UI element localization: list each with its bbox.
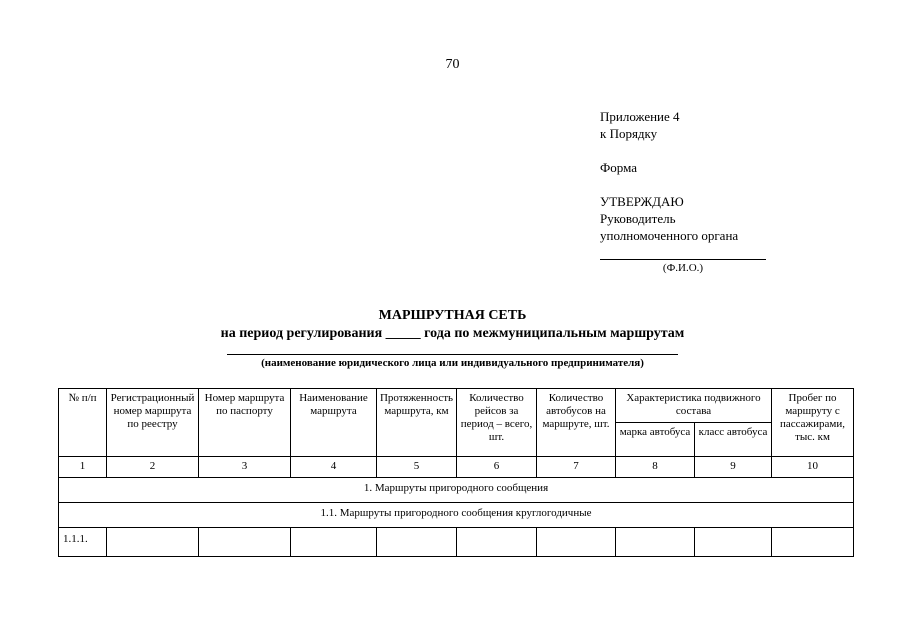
empty-cell[interactable] xyxy=(616,528,695,557)
header-bus-class: класс автобуса xyxy=(695,423,772,457)
header-bus-make: марка автобуса xyxy=(616,423,695,457)
empty-cell[interactable] xyxy=(695,528,772,557)
row-number: 1.1.1. xyxy=(59,528,107,557)
order-reference: к Порядку xyxy=(600,126,658,141)
header-buses: Количество автобусов на маршруте, шт. xyxy=(537,389,616,457)
column-number: 7 xyxy=(537,457,616,478)
column-number: 5 xyxy=(377,457,457,478)
header-route-name: Наименование маршрута xyxy=(291,389,377,457)
page-number: 70 xyxy=(445,57,460,72)
empty-cell[interactable] xyxy=(537,528,616,557)
appendix-label: Приложение 4 xyxy=(600,109,680,124)
signature-line xyxy=(600,259,766,260)
form-label: Форма xyxy=(600,160,637,175)
empty-cell[interactable] xyxy=(772,528,854,557)
table-header-row xyxy=(59,389,854,423)
approval-block xyxy=(600,108,800,244)
column-number: 2 xyxy=(107,457,199,478)
subsection-row xyxy=(59,503,854,528)
section-suburban-yearround: 1.1. Маршруты пригородного сообщения круглогодичные xyxy=(59,503,854,528)
header-trips: Количество рейсов за период – всего, шт. xyxy=(457,389,537,457)
head-label: Руководитель xyxy=(600,211,676,226)
column-number: 9 xyxy=(695,457,772,478)
column-number: 10 xyxy=(772,457,854,478)
empty-cell[interactable] xyxy=(457,528,537,557)
empty-cell[interactable] xyxy=(199,528,291,557)
empty-cell[interactable] xyxy=(291,528,377,557)
section-row xyxy=(59,478,854,503)
header-length: Протяженность маршрута, км xyxy=(377,389,457,457)
table-row xyxy=(59,528,854,557)
empty-cell[interactable] xyxy=(107,528,199,557)
header-route-number: Номер маршрута по паспорту xyxy=(199,389,291,457)
section-suburban: 1. Маршруты пригородного сообщения xyxy=(59,478,854,503)
signature-caption: (Ф.И.О.) xyxy=(662,262,704,274)
approve-label: УТВЕРЖДАЮ xyxy=(600,194,684,209)
column-number: 1 xyxy=(59,457,107,478)
column-number: 4 xyxy=(291,457,377,478)
header-rolling-stock: Характеристика подвижного состава xyxy=(616,389,772,423)
column-number-row xyxy=(59,457,854,478)
document-subtitle: на период регулирования _____ года по межмуниципальным маршрутам xyxy=(220,326,685,341)
header-num: № п/п xyxy=(59,389,107,457)
column-number: 3 xyxy=(199,457,291,478)
organization-caption: (наименование юридического лица или индивидуального предпринимателя) xyxy=(261,357,644,369)
authority-label: уполномоченного органа xyxy=(600,228,739,243)
column-number: 6 xyxy=(457,457,537,478)
column-number: 8 xyxy=(616,457,695,478)
organization-line xyxy=(227,354,678,355)
header-mileage: Пробег по маршруту с пассажирами, тыс. км xyxy=(772,389,854,457)
empty-cell[interactable] xyxy=(377,528,457,557)
document-title: МАРШРУТНАЯ СЕТЬ xyxy=(378,308,527,323)
route-network-table xyxy=(58,388,854,557)
header-reg-number: Регистрационный номер маршрута по реестру xyxy=(107,389,199,457)
